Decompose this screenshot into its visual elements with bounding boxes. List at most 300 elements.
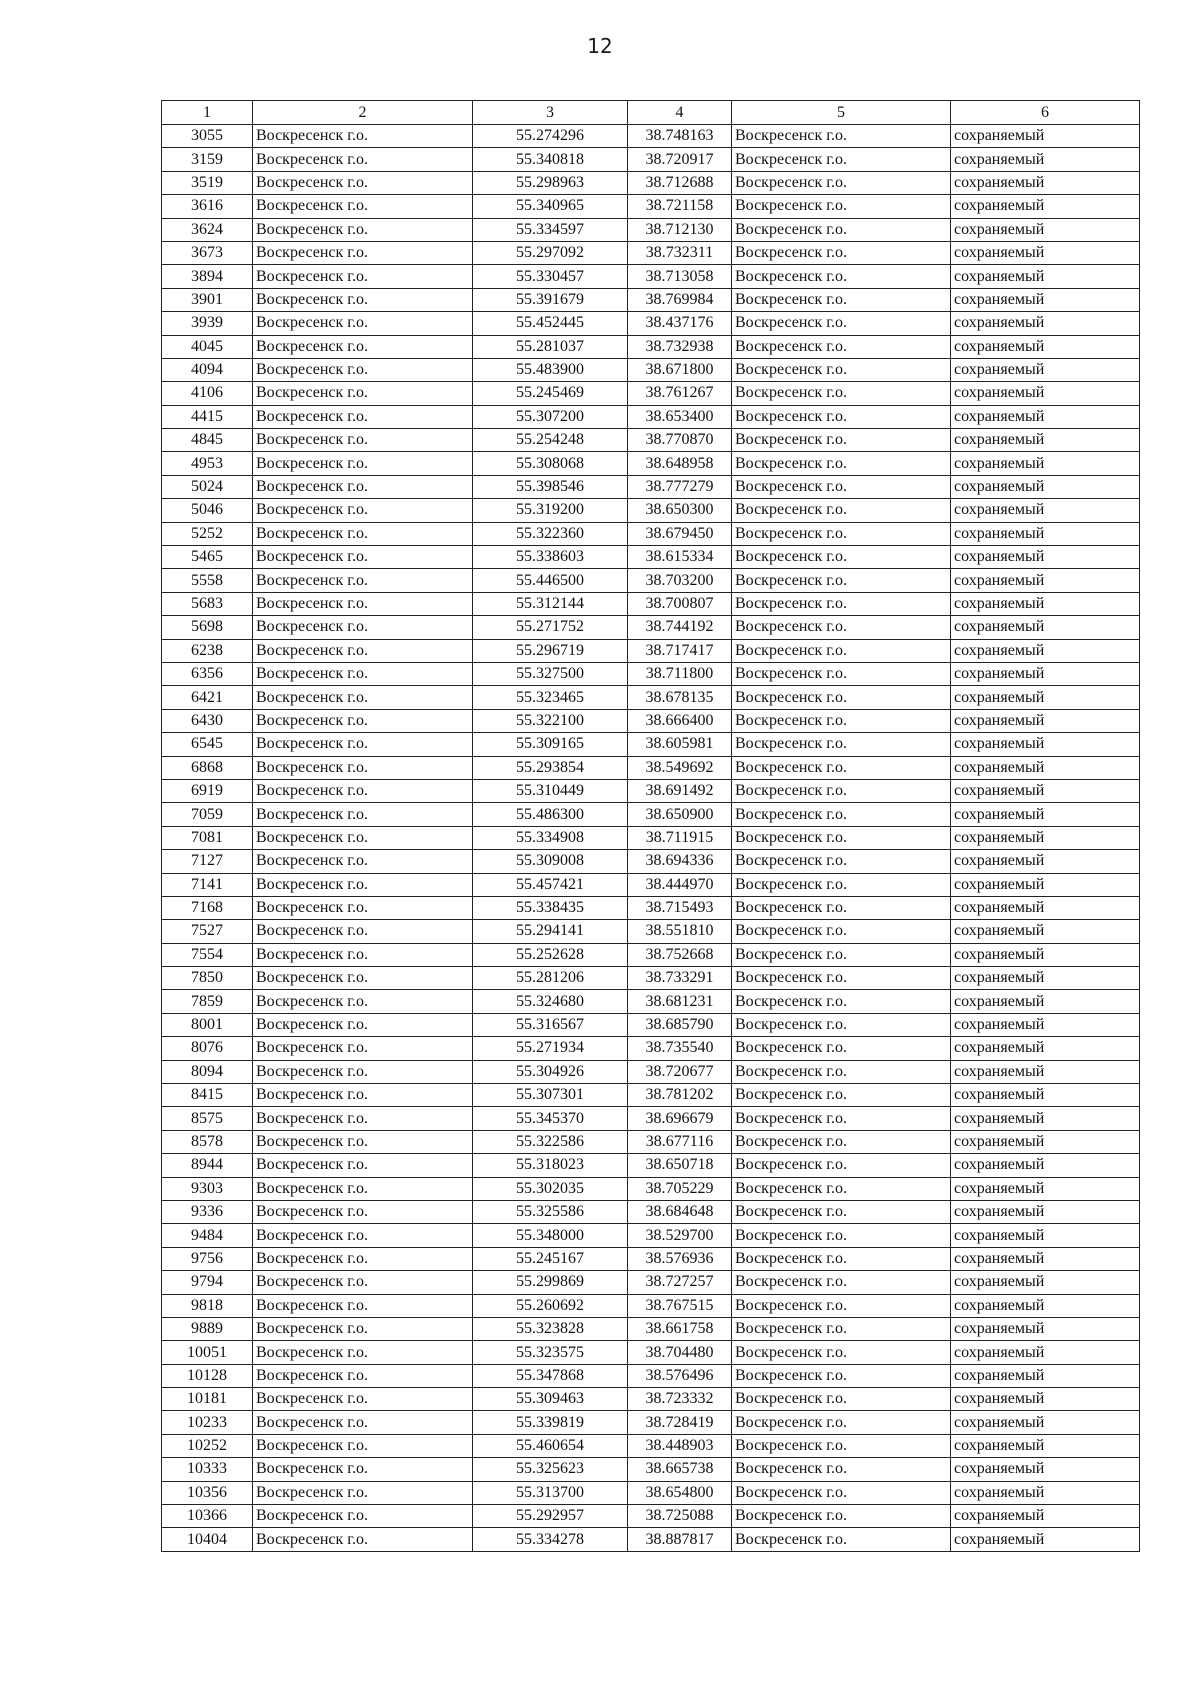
settlement-cell: Воскресенск г.о. [253,452,473,475]
status-cell: сохраняемый [951,288,1140,311]
longitude-cell: 38.650900 [628,803,732,826]
latitude-cell: 55.281206 [473,967,628,990]
latitude-cell: 55.307200 [473,405,628,428]
status-cell: сохраняемый [951,639,1140,662]
table-row [162,1528,1140,1551]
latitude-cell: 55.330457 [473,265,628,288]
object-id-cell: 7059 [162,803,253,826]
latitude-cell: 55.271934 [473,1037,628,1060]
longitude-cell: 38.744192 [628,616,732,639]
longitude-cell: 38.767515 [628,1294,732,1317]
header-cell-1: 1 [162,101,253,125]
district-cell: Воскресенск г.о. [732,1505,951,1528]
object-id-cell: 5252 [162,522,253,545]
longitude-cell: 38.715493 [628,896,732,919]
table-row [162,288,1140,311]
longitude-cell: 38.679450 [628,522,732,545]
object-id-cell: 6868 [162,756,253,779]
status-cell: сохраняемый [951,896,1140,919]
settlement-cell: Воскресенск г.о. [253,1411,473,1434]
table-row [162,1458,1140,1481]
longitude-cell: 38.653400 [628,405,732,428]
settlement-cell: Воскресенск г.о. [253,171,473,194]
settlement-cell: Воскресенск г.о. [253,1154,473,1177]
latitude-cell: 55.254248 [473,429,628,452]
longitude-cell: 38.576936 [628,1247,732,1270]
longitude-cell: 38.712688 [628,171,732,194]
latitude-cell: 55.271752 [473,616,628,639]
header-cell-2: 2 [253,101,473,125]
district-cell: Воскресенск г.о. [732,195,951,218]
object-id-cell: 4415 [162,405,253,428]
table-row [162,522,1140,545]
status-cell: сохраняемый [951,1364,1140,1387]
longitude-cell: 38.681231 [628,990,732,1013]
status-cell: сохраняемый [951,990,1140,1013]
table-row [162,148,1140,171]
district-cell: Воскресенск г.о. [732,686,951,709]
longitude-cell: 38.733291 [628,967,732,990]
district-cell: Воскресенск г.о. [732,1060,951,1083]
status-cell: сохраняемый [951,546,1140,569]
object-id-cell: 4953 [162,452,253,475]
table-row [162,850,1140,873]
object-id-cell: 7554 [162,943,253,966]
settlement-cell: Воскресенск г.о. [253,522,473,545]
table-row [162,896,1140,919]
settlement-cell: Воскресенск г.о. [253,1317,473,1340]
latitude-cell: 55.460654 [473,1434,628,1457]
longitude-cell: 38.685790 [628,1013,732,1036]
longitude-cell: 38.727257 [628,1271,732,1294]
table-row [162,1411,1140,1434]
status-cell: сохраняемый [951,1434,1140,1457]
settlement-cell: Воскресенск г.о. [253,382,473,405]
longitude-cell: 38.711800 [628,662,732,685]
settlement-cell: Воскресенск г.о. [253,803,473,826]
object-id-cell: 7527 [162,920,253,943]
table-row [162,756,1140,779]
latitude-cell: 55.322586 [473,1130,628,1153]
status-cell: сохраняемый [951,709,1140,732]
object-id-cell: 10252 [162,1434,253,1457]
object-id-cell: 7168 [162,896,253,919]
district-cell: Воскресенск г.о. [732,943,951,966]
district-cell: Воскресенск г.о. [732,873,951,896]
table-row [162,1107,1140,1130]
status-cell: сохраняемый [951,312,1140,335]
object-id-cell: 5024 [162,475,253,498]
longitude-cell: 38.671800 [628,358,732,381]
object-id-cell: 10051 [162,1341,253,1364]
latitude-cell: 55.296719 [473,639,628,662]
status-cell: сохраняемый [951,850,1140,873]
settlement-cell: Воскресенск г.о. [253,1084,473,1107]
district-cell: Воскресенск г.о. [732,1177,951,1200]
latitude-cell: 55.325586 [473,1200,628,1223]
settlement-cell: Воскресенск г.о. [253,1271,473,1294]
district-cell: Воскресенск г.о. [732,1013,951,1036]
settlement-cell: Воскресенск г.о. [253,779,473,802]
settlement-cell: Воскресенск г.о. [253,1037,473,1060]
status-cell: сохраняемый [951,1388,1140,1411]
table-row [162,429,1140,452]
longitude-cell: 38.735540 [628,1037,732,1060]
settlement-cell: Воскресенск г.о. [253,756,473,779]
longitude-cell: 38.720917 [628,148,732,171]
latitude-cell: 55.274296 [473,125,628,148]
status-cell: сохраняемый [951,522,1140,545]
status-cell: сохраняемый [951,1294,1140,1317]
table-row [162,1364,1140,1387]
settlement-cell: Воскресенск г.о. [253,148,473,171]
district-cell: Воскресенск г.о. [732,288,951,311]
latitude-cell: 55.327500 [473,662,628,685]
status-cell: сохраняемый [951,1271,1140,1294]
table-row [162,569,1140,592]
longitude-cell: 38.549692 [628,756,732,779]
district-cell: Воскресенск г.о. [732,1271,951,1294]
object-id-cell: 10233 [162,1411,253,1434]
longitude-cell: 38.732938 [628,335,732,358]
table-row [162,803,1140,826]
longitude-cell: 38.704480 [628,1341,732,1364]
table-row [162,335,1140,358]
object-id-cell: 10128 [162,1364,253,1387]
table-row [162,171,1140,194]
status-cell: сохраняемый [951,1505,1140,1528]
district-cell: Воскресенск г.о. [732,779,951,802]
settlement-cell: Воскресенск г.о. [253,616,473,639]
settlement-cell: Воскресенск г.о. [253,405,473,428]
header-cell-3: 3 [473,101,628,125]
district-cell: Воскресенск г.о. [732,1107,951,1130]
longitude-cell: 38.448903 [628,1434,732,1457]
district-cell: Воскресенск г.о. [732,335,951,358]
table-row [162,1505,1140,1528]
table-row [162,1247,1140,1270]
object-id-cell: 4094 [162,358,253,381]
settlement-cell: Воскресенск г.о. [253,1388,473,1411]
table-row [162,733,1140,756]
longitude-cell: 38.665738 [628,1458,732,1481]
settlement-cell: Воскресенск г.о. [253,195,473,218]
table-row [162,779,1140,802]
table-header [162,101,1140,125]
settlement-cell: Воскресенск г.о. [253,686,473,709]
district-cell: Воскресенск г.о. [732,1037,951,1060]
status-cell: сохраняемый [951,148,1140,171]
district-cell: Воскресенск г.о. [732,1458,951,1481]
longitude-cell: 38.723332 [628,1388,732,1411]
settlement-cell: Воскресенск г.о. [253,475,473,498]
table-body [162,125,1140,1552]
latitude-cell: 55.319200 [473,499,628,522]
longitude-cell: 38.748163 [628,125,732,148]
district-cell: Воскресенск г.о. [732,920,951,943]
table-row [162,1130,1140,1153]
object-id-cell: 4845 [162,429,253,452]
status-cell: сохраняемый [951,826,1140,849]
status-cell: сохраняемый [951,358,1140,381]
latitude-cell: 55.391679 [473,288,628,311]
settlement-cell: Воскресенск г.о. [253,733,473,756]
object-id-cell: 6430 [162,709,253,732]
settlement-cell: Воскресенск г.о. [253,1200,473,1223]
longitude-cell: 38.648958 [628,452,732,475]
district-cell: Воскресенск г.о. [732,382,951,405]
longitude-cell: 38.576496 [628,1364,732,1387]
longitude-cell: 38.654800 [628,1481,732,1504]
status-cell: сохраняемый [951,943,1140,966]
object-id-cell: 8094 [162,1060,253,1083]
district-cell: Воскресенск г.о. [732,896,951,919]
status-cell: сохраняемый [951,265,1140,288]
table-row [162,358,1140,381]
settlement-cell: Воскресенск г.о. [253,920,473,943]
status-cell: сохраняемый [951,1528,1140,1551]
longitude-cell: 38.691492 [628,779,732,802]
latitude-cell: 55.297092 [473,241,628,264]
status-cell: сохраняемый [951,569,1140,592]
object-id-cell: 3894 [162,265,253,288]
latitude-cell: 55.322100 [473,709,628,732]
latitude-cell: 55.345370 [473,1107,628,1130]
settlement-cell: Воскресенск г.о. [253,241,473,264]
longitude-cell: 38.684648 [628,1200,732,1223]
district-cell: Воскресенск г.о. [732,709,951,732]
district-cell: Воскресенск г.о. [732,826,951,849]
longitude-cell: 38.711915 [628,826,732,849]
status-cell: сохраняемый [951,920,1140,943]
latitude-cell: 55.339819 [473,1411,628,1434]
settlement-cell: Воскресенск г.о. [253,1013,473,1036]
district-cell: Воскресенск г.о. [732,475,951,498]
settlement-cell: Воскресенск г.о. [253,1364,473,1387]
table-row [162,1481,1140,1504]
longitude-cell: 38.769984 [628,288,732,311]
latitude-cell: 55.348000 [473,1224,628,1247]
longitude-cell: 38.529700 [628,1224,732,1247]
longitude-cell: 38.721158 [628,195,732,218]
object-id-cell: 8944 [162,1154,253,1177]
longitude-cell: 38.712130 [628,218,732,241]
latitude-cell: 55.316567 [473,1013,628,1036]
latitude-cell: 55.446500 [473,569,628,592]
object-id-cell: 3616 [162,195,253,218]
latitude-cell: 55.322360 [473,522,628,545]
settlement-cell: Воскресенск г.о. [253,1177,473,1200]
status-cell: сохраняемый [951,171,1140,194]
status-cell: сохраняемый [951,1177,1140,1200]
object-id-cell: 9336 [162,1200,253,1223]
latitude-cell: 55.307301 [473,1084,628,1107]
district-cell: Воскресенск г.о. [732,616,951,639]
object-id-cell: 6238 [162,639,253,662]
object-id-cell: 6356 [162,662,253,685]
registry-table [161,100,1140,1552]
settlement-cell: Воскресенск г.о. [253,1458,473,1481]
settlement-cell: Воскресенск г.о. [253,499,473,522]
status-cell: сохраняемый [951,1154,1140,1177]
district-cell: Воскресенск г.о. [732,452,951,475]
district-cell: Воскресенск г.о. [732,218,951,241]
status-cell: сохраняемый [951,1084,1140,1107]
settlement-cell: Воскресенск г.о. [253,592,473,615]
object-id-cell: 3519 [162,171,253,194]
status-cell: сохраняемый [951,125,1140,148]
status-cell: сохраняемый [951,1013,1140,1036]
settlement-cell: Воскресенск г.о. [253,1528,473,1551]
latitude-cell: 55.309463 [473,1388,628,1411]
status-cell: сохраняемый [951,967,1140,990]
table-row [162,1271,1140,1294]
longitude-cell: 38.761267 [628,382,732,405]
settlement-cell: Воскресенск г.о. [253,1107,473,1130]
status-cell: сохраняемый [951,1224,1140,1247]
longitude-cell: 38.713058 [628,265,732,288]
settlement-cell: Воскресенск г.о. [253,288,473,311]
settlement-cell: Воскресенск г.о. [253,312,473,335]
district-cell: Воскресенск г.о. [732,803,951,826]
longitude-cell: 38.781202 [628,1084,732,1107]
longitude-cell: 38.720677 [628,1060,732,1083]
district-cell: Воскресенск г.о. [732,312,951,335]
status-cell: сохраняемый [951,218,1140,241]
settlement-cell: Воскресенск г.о. [253,1130,473,1153]
longitude-cell: 38.728419 [628,1411,732,1434]
district-cell: Воскресенск г.о. [732,850,951,873]
district-cell: Воскресенск г.о. [732,1317,951,1340]
latitude-cell: 55.245469 [473,382,628,405]
latitude-cell: 55.398546 [473,475,628,498]
object-id-cell: 8415 [162,1084,253,1107]
latitude-cell: 55.302035 [473,1177,628,1200]
object-id-cell: 3673 [162,241,253,264]
table-row [162,1317,1140,1340]
object-id-cell: 3055 [162,125,253,148]
district-cell: Воскресенск г.о. [732,499,951,522]
longitude-cell: 38.666400 [628,709,732,732]
latitude-cell: 55.340818 [473,148,628,171]
longitude-cell: 38.661758 [628,1317,732,1340]
latitude-cell: 55.323828 [473,1317,628,1340]
settlement-cell: Воскресенск г.о. [253,335,473,358]
status-cell: сохраняемый [951,335,1140,358]
table-row [162,1341,1140,1364]
settlement-cell: Воскресенск г.о. [253,1224,473,1247]
latitude-cell: 55.260692 [473,1294,628,1317]
object-id-cell: 5683 [162,592,253,615]
status-cell: сохраняемый [951,195,1140,218]
longitude-cell: 38.677116 [628,1130,732,1153]
object-id-cell: 9756 [162,1247,253,1270]
settlement-cell: Воскресенск г.о. [253,896,473,919]
district-cell: Воскресенск г.о. [732,1528,951,1551]
district-cell: Воскресенск г.о. [732,569,951,592]
settlement-cell: Воскресенск г.о. [253,429,473,452]
object-id-cell: 5046 [162,499,253,522]
district-cell: Воскресенск г.о. [732,1154,951,1177]
object-id-cell: 8578 [162,1130,253,1153]
object-id-cell: 10356 [162,1481,253,1504]
district-cell: Воскресенск г.о. [732,592,951,615]
settlement-cell: Воскресенск г.о. [253,265,473,288]
table-row [162,943,1140,966]
latitude-cell: 55.309008 [473,850,628,873]
header-cell-6: 6 [951,101,1140,125]
district-cell: Воскресенск г.о. [732,1341,951,1364]
district-cell: Воскресенск г.о. [732,1247,951,1270]
table-row [162,265,1140,288]
table-row [162,312,1140,335]
table-row [162,1294,1140,1317]
latitude-cell: 55.338435 [473,896,628,919]
status-cell: сохраняемый [951,873,1140,896]
latitude-cell: 55.323575 [473,1341,628,1364]
table-row [162,1060,1140,1083]
district-cell: Воскресенск г.о. [732,148,951,171]
object-id-cell: 6421 [162,686,253,709]
object-id-cell: 7081 [162,826,253,849]
longitude-cell: 38.752668 [628,943,732,966]
settlement-cell: Воскресенск г.о. [253,1434,473,1457]
latitude-cell: 55.338603 [473,546,628,569]
district-cell: Воскресенск г.о. [732,125,951,148]
longitude-cell: 38.732311 [628,241,732,264]
status-cell: сохраняемый [951,1060,1140,1083]
latitude-cell: 55.313700 [473,1481,628,1504]
table-row [162,662,1140,685]
object-id-cell: 10181 [162,1388,253,1411]
status-cell: сохраняемый [951,1130,1140,1153]
settlement-cell: Воскресенск г.о. [253,358,473,381]
latitude-cell: 55.294141 [473,920,628,943]
latitude-cell: 55.299869 [473,1271,628,1294]
settlement-cell: Воскресенск г.о. [253,1060,473,1083]
table-row [162,546,1140,569]
latitude-cell: 55.457421 [473,873,628,896]
table-row [162,967,1140,990]
district-cell: Воскресенск г.о. [732,990,951,1013]
status-cell: сохраняемый [951,662,1140,685]
table-row [162,1434,1140,1457]
status-cell: сохраняемый [951,1247,1140,1270]
status-cell: сохраняемый [951,241,1140,264]
district-cell: Воскресенск г.о. [732,358,951,381]
table-row [162,218,1140,241]
longitude-cell: 38.700807 [628,592,732,615]
longitude-cell: 38.703200 [628,569,732,592]
longitude-cell: 38.696679 [628,1107,732,1130]
district-cell: Воскресенск г.о. [732,1294,951,1317]
longitude-cell: 38.678135 [628,686,732,709]
object-id-cell: 9303 [162,1177,253,1200]
object-id-cell: 4106 [162,382,253,405]
status-cell: сохраняемый [951,1200,1140,1223]
table-row [162,592,1140,615]
table-row [162,1177,1140,1200]
latitude-cell: 55.318023 [473,1154,628,1177]
object-id-cell: 9794 [162,1271,253,1294]
latitude-cell: 55.298963 [473,171,628,194]
settlement-cell: Воскресенск г.о. [253,218,473,241]
table-row [162,1037,1140,1060]
longitude-cell: 38.444970 [628,873,732,896]
status-cell: сохраняемый [951,1411,1140,1434]
status-cell: сохраняемый [951,592,1140,615]
table-row [162,1013,1140,1036]
